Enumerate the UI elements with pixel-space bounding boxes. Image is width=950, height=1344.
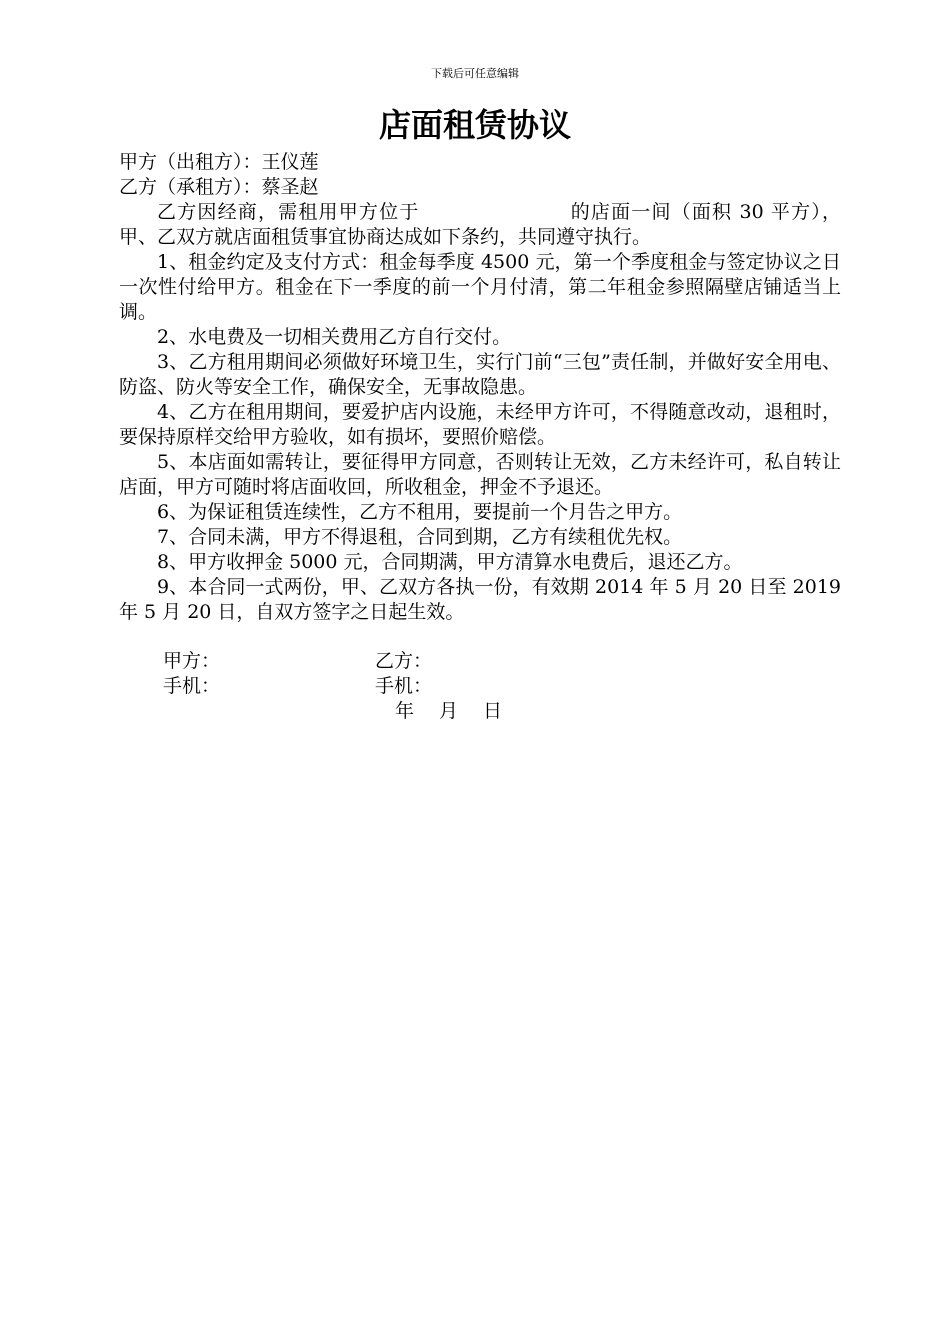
party-b-signature-label: 乙方： [375, 650, 433, 672]
date-day-label: 日 [483, 700, 503, 722]
party-b-phone-label: 手机： [375, 675, 433, 697]
clause-3: 3、乙方租用期间必须做好环境卫生，实行门前“三包”责任制，并做好安全用电、防盗、防火等安全工作，确保安全，无事故隐患。 [119, 351, 841, 398]
header-note: 下载后可任意编辑 [431, 67, 519, 80]
clause-4: 4、乙方在租用期间，要爱护店内设施，未经甲方许可，不得随意改动，退租时，要保持原样交给甲方验收，如有损坏，要照价赔偿。 [119, 401, 841, 448]
intro-before-blank: 乙方因经商，需租用甲方位于 [157, 201, 420, 223]
signature-date-row [119, 699, 841, 724]
document-title: 店面租赁协议 [378, 106, 571, 144]
clause-7: 7、合同未满，甲方不得退租，合同到期，乙方有续租优先权。 [157, 526, 683, 548]
party-b-line: 乙方（承租方）：蔡圣赵 [119, 176, 319, 198]
clause-2: 2、水电费及一切相关费用乙方自行交付。 [157, 326, 512, 348]
clause-6: 6、为保证租赁连续性，乙方不租用，要提前一个月告之甲方。 [157, 501, 683, 523]
date-year-label: 年 [395, 700, 415, 722]
clause-8: 8、甲方收押金 5000 元，合同期满，甲方清算水电费后，退还乙方。 [157, 551, 743, 573]
clause-1: 1、租金约定及支付方式：租金每季度 4500 元，第一个季度租金与签定协议之日一次性付给甲方。租金在下一季度的前一个月付清，第二年租金参照隔壁店铺适当上调。 [119, 251, 841, 323]
clause-5: 5、本店面如需转让，要征得甲方同意，否则转让无效，乙方未经许可，私自转让店面，甲方可随时将店面收回，所收租金，押金不予退还。 [119, 451, 841, 498]
intro-after-blank: 的店面一间（面积 30 平方），甲、乙双方就店面租赁事宜协商达成如下条约，共同遵守执行。 [119, 201, 841, 248]
party-a-signature-label: 甲方： [163, 650, 221, 672]
signature-phone-row [119, 674, 841, 699]
party-a-phone-label: 手机： [163, 675, 221, 697]
intro-paragraph [119, 200, 841, 250]
agreement-body [119, 150, 841, 625]
clause-9: 9、本合同一式两份，甲、乙双方各执一份，有效期 2014 年 5 月 20 日至 2019 年 5 月 20 日，自双方签字之日起生效。 [119, 576, 841, 623]
signature-block [119, 649, 841, 724]
signature-party-row [119, 649, 841, 674]
party-a-line: 甲方（出租方）：王仪莲 [119, 151, 319, 173]
date-month-label: 月 [439, 700, 459, 722]
